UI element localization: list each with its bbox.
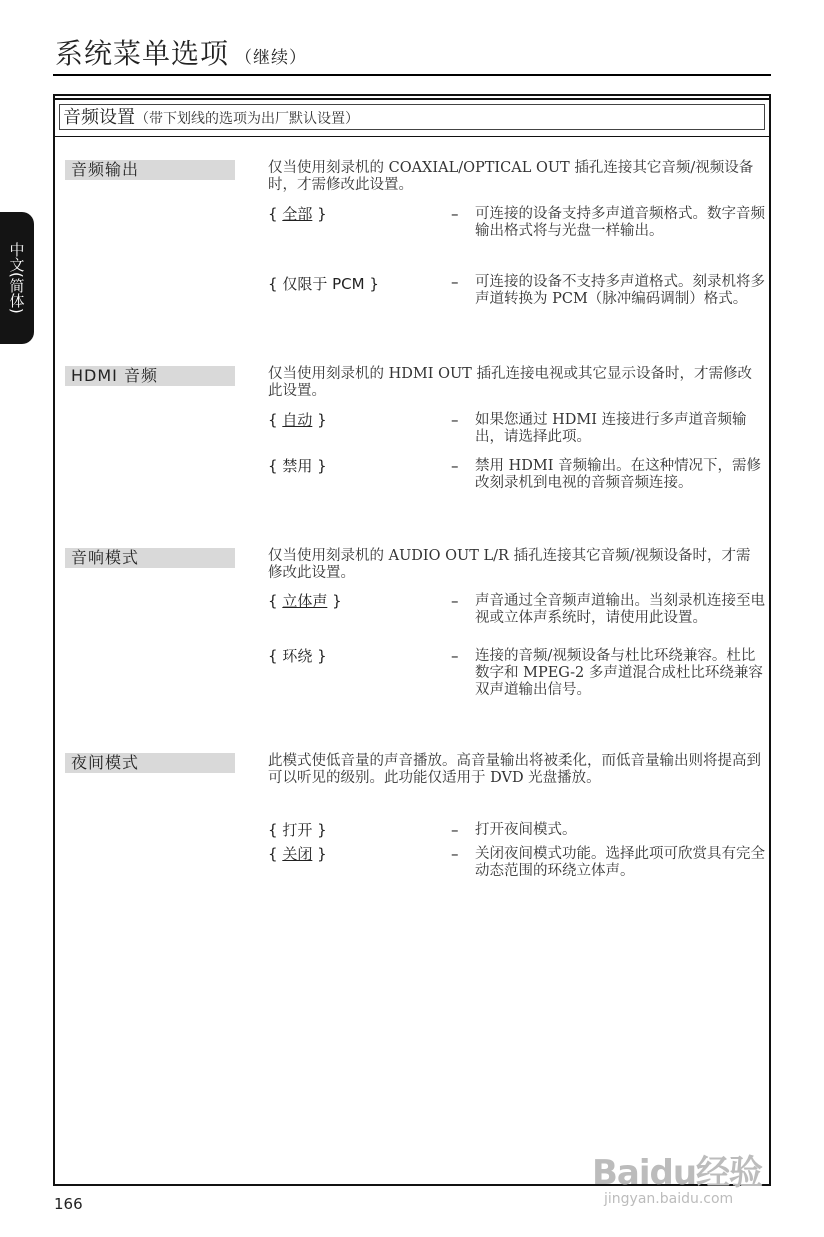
option-auto-desc: 如果您通过 HDMI 连接进行多声道音频输出，请选择此项。 [475, 412, 747, 445]
option-pcm-only[interactable]: { 仅限于 PCM } [268, 275, 379, 293]
option-auto[interactable]: { 自动 } [268, 411, 327, 429]
page-title [55, 32, 307, 72]
language-side-tab-label: 中文(简体) [7, 242, 26, 314]
section-header [59, 104, 765, 130]
option-surround-desc: 连接的音频/视频设备与杜比环绕兼容。杜比数字和 MPEG-2 多声道混合成杜比环绕兼容双声道输出信号。 [475, 648, 763, 698]
option-all-label: 全部 [282, 205, 313, 223]
category-audio-output-desc: 仅当使用刻录机的 COAXIAL/OPTICAL OUT 插孔连接其它音频/视频设备时，才需修改此设置。 [268, 160, 754, 193]
option-disable-label: 禁用 [282, 457, 313, 475]
option-on-desc: 打开夜间模式。 [475, 822, 577, 838]
option-off-label: 关闭 [282, 845, 313, 863]
option-all[interactable]: { 全部 } [268, 205, 327, 223]
category-night-mode: 夜间模式 [65, 753, 235, 773]
option-pcm-only-label: 仅限于 PCM [282, 275, 365, 293]
category-night-mode-desc: 此模式使低音量的声音播放。高音量输出将被柔化，而低音量输出则将提高到可以听见的级别。此功能仅适用于 DVD 光盘播放。 [268, 753, 761, 786]
option-on-label: 打开 [282, 821, 313, 839]
option-off-desc: 关闭夜间模式功能。选择此项可欣赏具有完全动态范围的环绕立体声。 [475, 846, 765, 879]
option-disable-desc: 禁用 HDMI 音频输出。在这种情况下，需修改刻录机到电视的音频音频连接。 [475, 458, 762, 491]
option-dash: – [451, 273, 459, 291]
option-disable[interactable]: { 禁用 } [268, 457, 327, 475]
category-sound-mode: 音响模式 [65, 548, 235, 568]
category-audio-output: 音频输出 [65, 160, 235, 180]
option-stereo-label: 立体声 [282, 592, 328, 610]
option-dash: – [451, 592, 459, 610]
page-number: 166 [54, 1195, 83, 1213]
option-auto-label: 自动 [282, 411, 313, 429]
page-title-text: 系统菜单选项 [55, 37, 230, 70]
option-dash: – [451, 821, 459, 839]
watermark-sub: jingyan.baidu.com [604, 1191, 734, 1207]
option-dash: – [451, 411, 459, 429]
category-hdmi-audio-desc: 仅当使用刻录机的 HDMI OUT 插孔连接电视或其它显示设备时，才需修改此设置。 [268, 366, 752, 399]
option-all-desc: 可连接的设备支持多声道音频格式。数字音频输出格式将与光盘一样输出。 [475, 206, 765, 239]
section-rule [55, 136, 769, 137]
frame-top-rule [55, 98, 769, 100]
page-title-suffix: （继续） [235, 48, 308, 68]
option-stereo[interactable]: { 立体声 } [268, 592, 342, 610]
settings-table-frame [53, 94, 771, 1186]
baidu-watermark [592, 1133, 772, 1213]
option-on[interactable]: { 打开 } [268, 821, 327, 839]
option-dash: – [451, 647, 459, 665]
option-dash: – [451, 457, 459, 475]
option-dash: – [451, 845, 459, 863]
category-hdmi-audio: HDMI 音频 [65, 366, 235, 386]
language-side-tab [0, 212, 34, 344]
option-surround[interactable]: { 环绕 } [268, 647, 327, 665]
category-sound-mode-desc: 仅当使用刻录机的 AUDIO OUT L/R 插孔连接其它音频/视频设备时，才需修改此设置。 [268, 548, 751, 581]
option-stereo-desc: 声音通过全音频声道输出。当刻录机连接至电视或立体声系统时，请使用此设置。 [475, 593, 765, 626]
option-surround-label: 环绕 [282, 647, 313, 665]
section-note: （带下划线的选项为出厂默认设置） [135, 111, 359, 127]
option-off[interactable]: { 关闭 } [268, 845, 327, 863]
watermark-main: Baidu经验 [592, 1153, 763, 1193]
option-pcm-only-desc: 可连接的设备不支持多声道格式。刻录机将多声道转换为 PCM（脉冲编码调制）格式。 [475, 274, 765, 307]
title-rule [53, 74, 771, 76]
section-title: 音频设置 [63, 107, 135, 128]
option-dash: – [451, 205, 459, 223]
